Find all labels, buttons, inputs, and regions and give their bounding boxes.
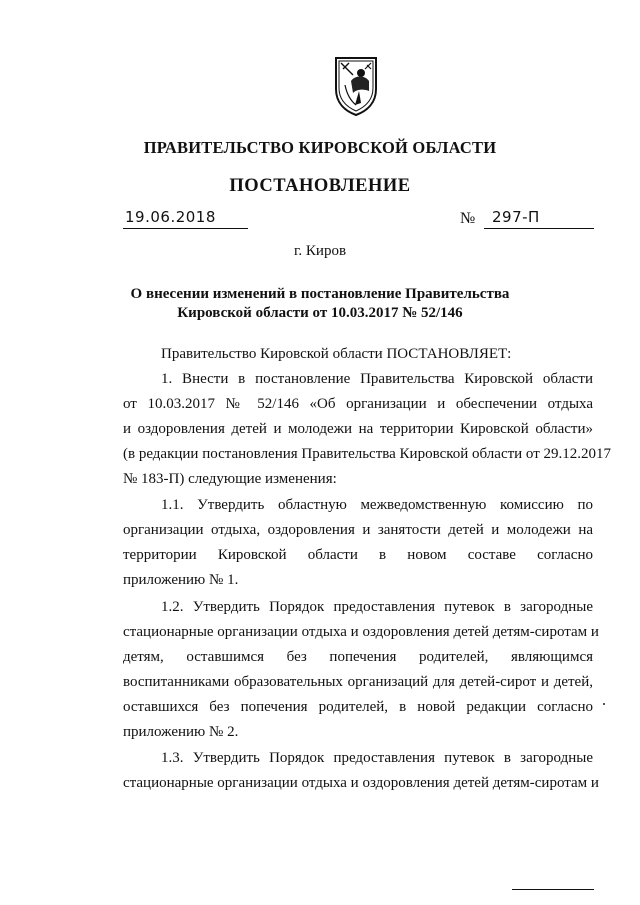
paragraph-1-1-line: организации отдыха, оздоровления и занятости детей и молодежи на	[123, 522, 593, 538]
handwritten-number: 297-П	[492, 208, 540, 226]
government-name: ПРАВИТЕЛЬСТВО КИРОВСКОЙ ОБЛАСТИ	[143, 138, 497, 157]
paragraph-1-line: (в редакции постановления Правительства Кировской области от 29.12.2017	[123, 446, 612, 462]
title-line-1: О внесении изменений в постановление Правительства	[130, 286, 510, 302]
city: г. Киров	[293, 243, 347, 259]
scan-speck	[603, 703, 605, 705]
number-sign: №	[460, 210, 476, 227]
number-field	[484, 208, 594, 229]
paragraph-1-2-line: воспитанниками образовательных организаций для детей-сирот и детей,	[123, 674, 593, 690]
paragraph-1-line: 1. Внести в постановление Правительства Кировской области	[161, 371, 593, 387]
paragraph-1-1-line: территории Кировской области в новом составе согласно	[123, 547, 593, 563]
footer-rule	[512, 889, 594, 890]
paragraph-1-2-line: 1.2. Утвердить Порядок предоставления путевок в загородные	[161, 599, 593, 615]
intro-line: Правительство Кировской области ПОСТАНОВЛЯЕТ:	[161, 346, 512, 362]
handwritten-date: 19.06.2018	[125, 208, 216, 226]
kirov-coat-of-arms-icon	[331, 55, 381, 117]
document-title	[0, 285, 640, 323]
paragraph-1-line: № 183-П) следующие изменения:	[123, 471, 337, 487]
paragraph-1-2-line: стационарные организации отдыха и оздоровления детей детям-сиротам и	[123, 624, 599, 640]
paragraph-1-2-line: детям, оставшимся без попечения родителей, являющимся	[123, 649, 593, 665]
paragraph-1-3-line: стационарные организации отдыха и оздоровления детей детям-сиротам и	[123, 775, 599, 791]
paragraph-1-line: от 10.03.2017 № 52/146 «Об организации и обеспечении отдыха	[123, 396, 593, 412]
paragraph-1-2-line: приложению № 2.	[123, 724, 239, 740]
document-type: ПОСТАНОВЛЕНИЕ	[229, 176, 411, 196]
paragraph-1-1-line: 1.1. Утвердить областную межведомственную комиссию по	[161, 497, 593, 513]
paragraph-1-1-line: приложению № 1.	[123, 572, 239, 588]
paragraph-1-line: и оздоровления детей и молодежи на территории Кировской области»	[123, 421, 593, 437]
date-field	[123, 208, 248, 229]
title-line-2: Кировской области от 10.03.2017 № 52/146	[177, 305, 463, 321]
paragraph-1-3-line: 1.3. Утвердить Порядок предоставления путевок в загородные	[161, 750, 593, 766]
paragraph-1-2-line: оставшихся без попечения родителей, в новой редакции согласно	[123, 699, 593, 715]
